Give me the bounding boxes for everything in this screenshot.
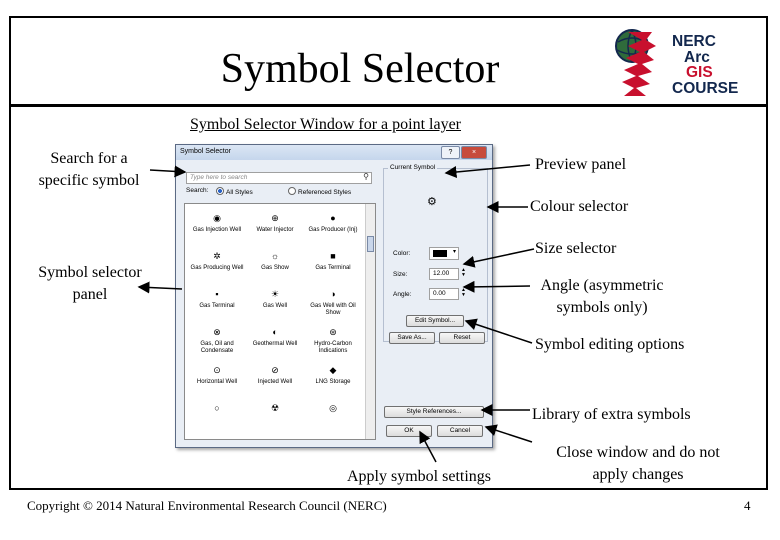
symbol-name: Water Injector bbox=[256, 227, 294, 233]
arrow-selector-panel bbox=[139, 287, 182, 289]
arrow-close bbox=[486, 427, 532, 442]
annotation-angle: Angle (asymmetric symbols only) bbox=[540, 277, 664, 316]
arrow-search bbox=[150, 170, 185, 172]
chevron-down-icon: ▾ bbox=[452, 249, 456, 255]
cancel-button[interactable]: Cancel bbox=[437, 425, 483, 437]
symbol-icon: ☼ bbox=[270, 251, 280, 261]
symbol-name: Gas Producing Well bbox=[190, 265, 244, 271]
size-stepper-icon[interactable]: ▲ ▼ bbox=[461, 267, 466, 278]
symbol-icon: ☀ bbox=[270, 289, 280, 299]
annotation-selector-panel: Symbol selector panel bbox=[38, 264, 142, 303]
angle-input[interactable]: 0.00 bbox=[429, 288, 459, 300]
symbol-icon: ○ bbox=[214, 403, 220, 413]
symbol-icon: ✲ bbox=[213, 251, 221, 261]
angle-label: Angle: bbox=[393, 291, 412, 298]
symbol-name: Hydro-Carbon Indications bbox=[314, 341, 352, 354]
symbol-name: Gas Terminal bbox=[315, 265, 351, 271]
save-as-button[interactable]: Save As... bbox=[389, 332, 435, 344]
symbol-icon: ◎ bbox=[329, 403, 337, 413]
symbol-icon: ◉ bbox=[213, 213, 221, 223]
option-all-styles[interactable]: All Styles bbox=[216, 187, 253, 196]
symbol-name: LNG Storage bbox=[315, 379, 351, 385]
annotation-close: Close window and do not apply changes bbox=[556, 444, 720, 483]
annotation-size: Size selector bbox=[535, 240, 617, 257]
current-symbol-label: Current Symbol bbox=[390, 164, 436, 171]
symbol-icon: ⊙ bbox=[213, 365, 221, 375]
arrow-preview bbox=[446, 165, 530, 173]
size-label: Size: bbox=[393, 271, 408, 278]
search-placeholder: Type here to search bbox=[190, 174, 248, 181]
arrow-apply bbox=[420, 432, 436, 462]
help-button[interactable]: ? bbox=[441, 146, 460, 159]
annotation-preview: Preview panel bbox=[535, 156, 627, 173]
symbol-icon: ⊗ bbox=[213, 327, 221, 337]
symbol-name: Gas, Oil and Condensate bbox=[200, 341, 234, 354]
annotation-editing: Symbol editing options bbox=[535, 336, 685, 353]
symbol-icon: ● bbox=[330, 213, 336, 223]
option-referenced-styles[interactable]: Referenced Styles bbox=[288, 187, 351, 196]
symbol-name: Gas Show bbox=[261, 265, 289, 271]
symbol-icon: ▪ bbox=[215, 289, 219, 299]
symbol-name: Gas Well with Oil Show bbox=[310, 303, 356, 316]
symbol-icon: ⊛ bbox=[329, 327, 337, 337]
arrow-angle bbox=[464, 286, 530, 287]
annotation-colour: Colour selector bbox=[530, 198, 629, 215]
logo-text: NERC Arc GIS COURSE bbox=[672, 33, 739, 97]
slide-subtitle: Symbol Selector Window for a point layer bbox=[190, 116, 462, 133]
symbol-name: Geothermal Well bbox=[252, 341, 298, 347]
symbol-icon: ■ bbox=[330, 251, 336, 261]
angle-stepper-icon[interactable]: ▲ ▼ bbox=[461, 287, 466, 298]
symbol-icon: ⊘ bbox=[271, 365, 279, 375]
reset-button[interactable]: Reset bbox=[439, 332, 485, 344]
annotation-library: Library of extra symbols bbox=[532, 406, 691, 423]
slide-title: Symbol Selector bbox=[220, 46, 500, 92]
symbol-name: Horizontal Well bbox=[196, 379, 238, 385]
close-button[interactable]: × bbox=[461, 146, 487, 159]
symbol-name: Gas Well bbox=[262, 303, 288, 309]
arrow-editing bbox=[466, 321, 532, 343]
symbol-name: Gas Injection Well bbox=[192, 227, 242, 233]
symbol-preview-icon: ⚙ bbox=[427, 196, 437, 208]
copyright: Copyright © 2014 Natural Environmental Research Council (NERC) bbox=[27, 498, 387, 513]
search-icon[interactable]: ⚲ bbox=[363, 172, 369, 181]
symbol-icon: ⊕ bbox=[271, 213, 279, 223]
annotation-search: Search for a specific symbol bbox=[38, 150, 140, 189]
style-references-button[interactable]: Style References... bbox=[384, 406, 484, 418]
page-number: 4 bbox=[744, 498, 751, 513]
symbol-icon: ◐ bbox=[272, 327, 278, 337]
color-label: Color: bbox=[393, 250, 411, 257]
symbol-icon: ☢ bbox=[270, 403, 280, 413]
arrow-size bbox=[464, 249, 534, 264]
symbol-icon: ◑ bbox=[330, 289, 336, 299]
symbol-icon: ◆ bbox=[329, 365, 337, 375]
search-label: Search: bbox=[186, 187, 209, 194]
ok-button[interactable]: OK bbox=[386, 425, 432, 437]
annotation-apply: Apply symbol settings bbox=[347, 468, 492, 485]
symbol-name: Gas Producer (Inj) bbox=[308, 227, 358, 233]
edit-symbol-button[interactable]: Edit Symbol... bbox=[406, 315, 464, 327]
dialog-title: Symbol Selector bbox=[180, 148, 231, 155]
symbol-name: Gas Terminal bbox=[199, 303, 235, 309]
symbol-name: Injected Well bbox=[257, 379, 293, 385]
size-input[interactable]: 12.00 bbox=[429, 268, 459, 280]
